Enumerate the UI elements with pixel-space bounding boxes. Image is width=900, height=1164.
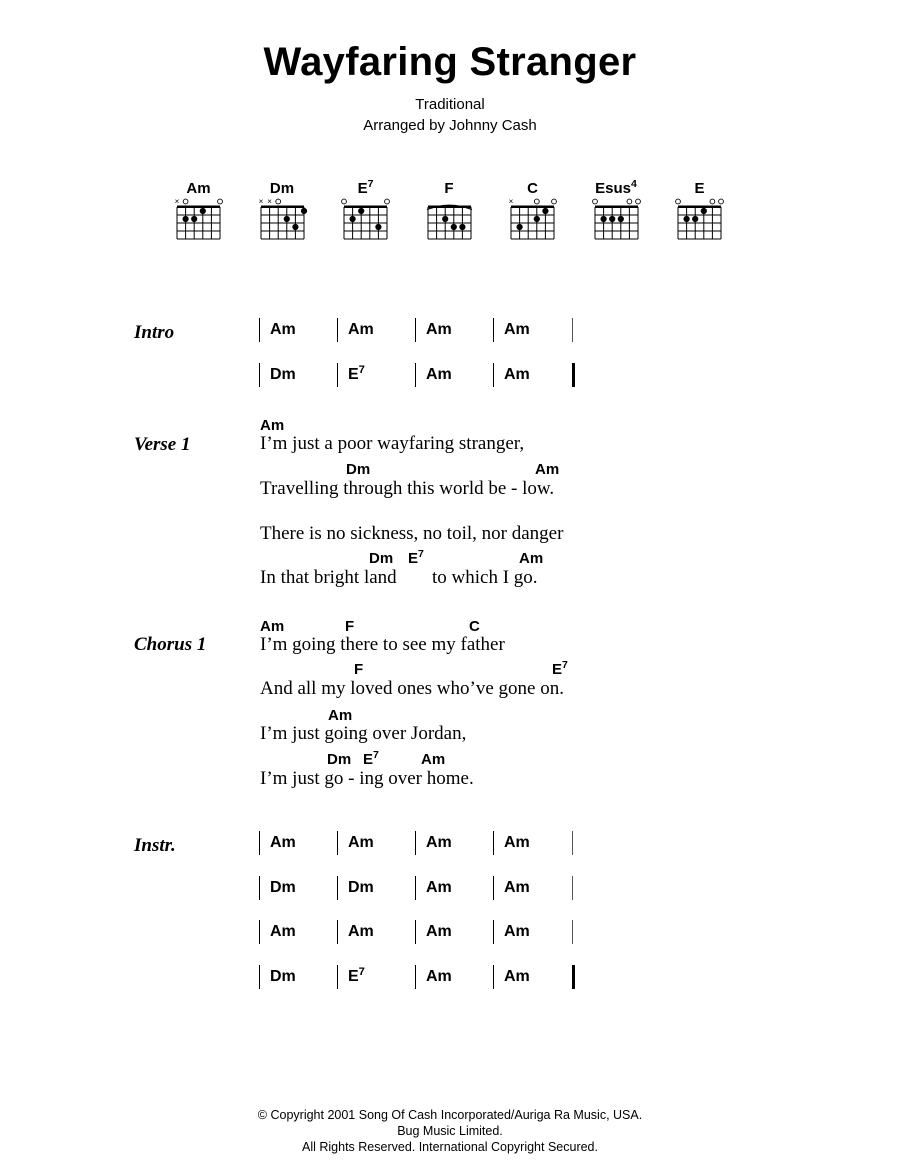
barline xyxy=(572,920,573,944)
bar-chord: Am xyxy=(426,834,452,851)
chord-nut xyxy=(595,206,638,209)
bar-chord: Dm xyxy=(270,365,296,383)
section-verse1-label: Verse 1 xyxy=(134,434,191,455)
chord-diagram-name: E xyxy=(694,180,705,197)
barline xyxy=(259,318,260,342)
lyric-line: I’m just going over Jordan, xyxy=(260,723,467,744)
finger-dot xyxy=(450,224,456,230)
barline xyxy=(493,876,494,900)
chord-symbol: $E^7$ xyxy=(408,548,424,567)
bar-chord: Am xyxy=(348,321,374,338)
chord-diagram xyxy=(672,195,732,245)
chord-symbol: F xyxy=(354,661,364,678)
finger-dot xyxy=(684,216,690,222)
finger-dot xyxy=(300,208,306,214)
chord-symbol: Am xyxy=(519,550,544,567)
chord-symbol: Am xyxy=(260,417,285,434)
barline xyxy=(337,920,338,944)
chord-symbol: Dm xyxy=(369,550,394,567)
barline xyxy=(493,831,494,855)
finger-dot xyxy=(283,216,289,222)
bar-chord: Am xyxy=(426,321,452,338)
bar-chord: Am xyxy=(426,923,452,941)
lyric-line: I’m just a poor wayfaring stranger, xyxy=(260,433,525,454)
barline xyxy=(493,363,494,387)
bar-chord: Am xyxy=(504,321,530,338)
finger-dot xyxy=(609,216,615,222)
finger-dot xyxy=(292,224,298,230)
chord-diagram xyxy=(255,195,315,245)
bar-chord: Am xyxy=(270,834,296,851)
section-intro-label: Intro xyxy=(134,322,175,343)
bar-chord: $E^7$ xyxy=(348,363,365,383)
copyright-line-1: © Copyright 2001 Song Of Cash Incorporated/Auriga Ra Music, USA. xyxy=(257,1108,643,1122)
barline xyxy=(415,965,416,989)
barline xyxy=(415,318,416,342)
finger-dot xyxy=(183,216,189,222)
barline xyxy=(259,920,260,944)
barline xyxy=(337,831,338,855)
open-string-marker xyxy=(385,199,390,204)
barline xyxy=(415,920,416,944)
barline xyxy=(415,876,416,900)
lyric-line: to which I go. xyxy=(432,567,538,588)
finger-dot xyxy=(542,208,548,214)
chord-diagram-name: Esus$^4$ xyxy=(595,178,637,197)
barline xyxy=(572,876,573,900)
open-string-marker xyxy=(635,199,640,204)
finger-dot xyxy=(600,216,606,222)
section-chorus1-label: Chorus 1 xyxy=(134,634,207,655)
bar-chord: Dm xyxy=(348,878,374,896)
chord-symbol: Dm xyxy=(346,461,371,478)
barline xyxy=(572,831,573,855)
barline xyxy=(337,876,338,900)
barline xyxy=(259,965,260,989)
finger-dot xyxy=(459,224,465,230)
chord-diagram-name: F xyxy=(444,180,454,197)
chord-symbol: Am xyxy=(535,461,560,478)
finger-dot xyxy=(692,216,698,222)
muted-string-marker: × xyxy=(174,197,180,206)
lyric-line: In that bright land xyxy=(260,567,397,588)
copyright-line-2: Bug Music Limited. xyxy=(397,1124,503,1138)
lyric-line: Travelling through this world be - low. xyxy=(260,478,555,499)
finger-dot xyxy=(534,216,540,222)
credit-traditional: Traditional xyxy=(415,96,485,113)
chord-nut xyxy=(511,206,554,209)
lyric-line: And all my loved ones who’ve gone on. xyxy=(260,678,564,699)
open-string-marker xyxy=(534,199,539,204)
open-string-marker xyxy=(342,199,347,204)
barline xyxy=(337,318,338,342)
barline xyxy=(259,363,260,387)
lyric-line: There is no sickness, no toil, nor danger xyxy=(260,523,564,544)
bar-chord: Am xyxy=(270,321,296,338)
chord-diagram xyxy=(505,195,565,245)
bar-chord: Am xyxy=(504,834,530,851)
chord-symbol: C xyxy=(469,618,480,635)
final-barline xyxy=(572,965,575,989)
open-string-marker xyxy=(627,199,632,204)
barline xyxy=(493,965,494,989)
barline xyxy=(493,920,494,944)
chord-diagram xyxy=(338,195,398,245)
barline xyxy=(415,831,416,855)
chord-nut xyxy=(177,206,220,209)
bar-chord: Am xyxy=(348,834,374,851)
chord-diagram-name: Dm xyxy=(269,180,295,197)
chord-symbol: $E^7$ xyxy=(552,659,568,678)
finger-dot xyxy=(617,216,623,222)
bar-chord: Am xyxy=(426,968,452,986)
finger-dot xyxy=(200,208,206,214)
bar-chord: $E^7$ xyxy=(348,966,365,986)
finger-dot xyxy=(517,224,523,230)
finger-dot xyxy=(442,216,448,222)
chord-symbol: Am xyxy=(421,751,446,768)
copyright-line-3: All Rights Reserved. International Copyright Secured. xyxy=(302,1140,598,1154)
open-string-marker xyxy=(552,199,557,204)
barline xyxy=(337,363,338,387)
finger-dot xyxy=(191,216,197,222)
bar-chord: Am xyxy=(504,878,530,896)
bar-chord: Dm xyxy=(270,968,296,986)
open-string-marker xyxy=(592,199,597,204)
muted-string-marker: × xyxy=(508,197,514,206)
chord-diagram xyxy=(422,195,482,245)
chord-symbol: Dm xyxy=(327,751,352,768)
chord-diagram xyxy=(589,195,649,245)
barline xyxy=(259,876,260,900)
chord-symbol: F xyxy=(345,618,355,635)
lyric-line: I’m going there to see my father xyxy=(260,634,505,655)
bar-chord: Am xyxy=(504,365,530,383)
finger-dot xyxy=(358,208,364,214)
open-string-marker xyxy=(218,199,223,204)
open-string-marker xyxy=(275,199,280,204)
credit-arranger: Arranged by Johnny Cash xyxy=(363,117,537,134)
chord-symbol: Am xyxy=(260,618,285,635)
open-string-marker xyxy=(710,199,715,204)
muted-string-marker: × xyxy=(258,197,263,206)
open-string-marker xyxy=(183,199,188,204)
barline xyxy=(259,831,260,855)
barline xyxy=(415,363,416,387)
bar-chord: Am xyxy=(426,878,452,896)
final-barline xyxy=(572,363,575,387)
chord-diagram-name: C xyxy=(527,180,538,197)
lyric-line: I’m just go - ing over home. xyxy=(260,768,474,789)
finger-dot xyxy=(350,216,356,222)
chord-symbol: $E^7$ xyxy=(363,749,379,768)
bar-chord: Am xyxy=(270,923,296,941)
bar-chord: Am xyxy=(504,968,530,986)
open-string-marker xyxy=(719,199,724,204)
barline xyxy=(337,965,338,989)
muted-string-marker: × xyxy=(266,197,272,206)
finger-dot xyxy=(375,224,381,230)
chord-symbol: Am xyxy=(328,707,353,724)
section-instr-label: Instr. xyxy=(134,835,176,856)
bar-chord: Am xyxy=(426,365,452,383)
chord-nut xyxy=(344,206,387,209)
bar-chord: Am xyxy=(504,923,530,941)
chord-diagram xyxy=(171,195,231,245)
open-string-marker xyxy=(676,199,681,204)
bar-chord: Dm xyxy=(270,878,296,896)
finger-dot xyxy=(701,208,707,214)
chord-nut xyxy=(678,206,721,209)
chord-diagram-name: $E^7$ xyxy=(357,178,374,197)
chord-diagram-name: Am xyxy=(186,180,211,197)
bar-chord: Am xyxy=(348,923,374,941)
barline xyxy=(572,318,573,342)
song-title: Wayfaring Stranger xyxy=(263,40,637,84)
barline xyxy=(493,318,494,342)
